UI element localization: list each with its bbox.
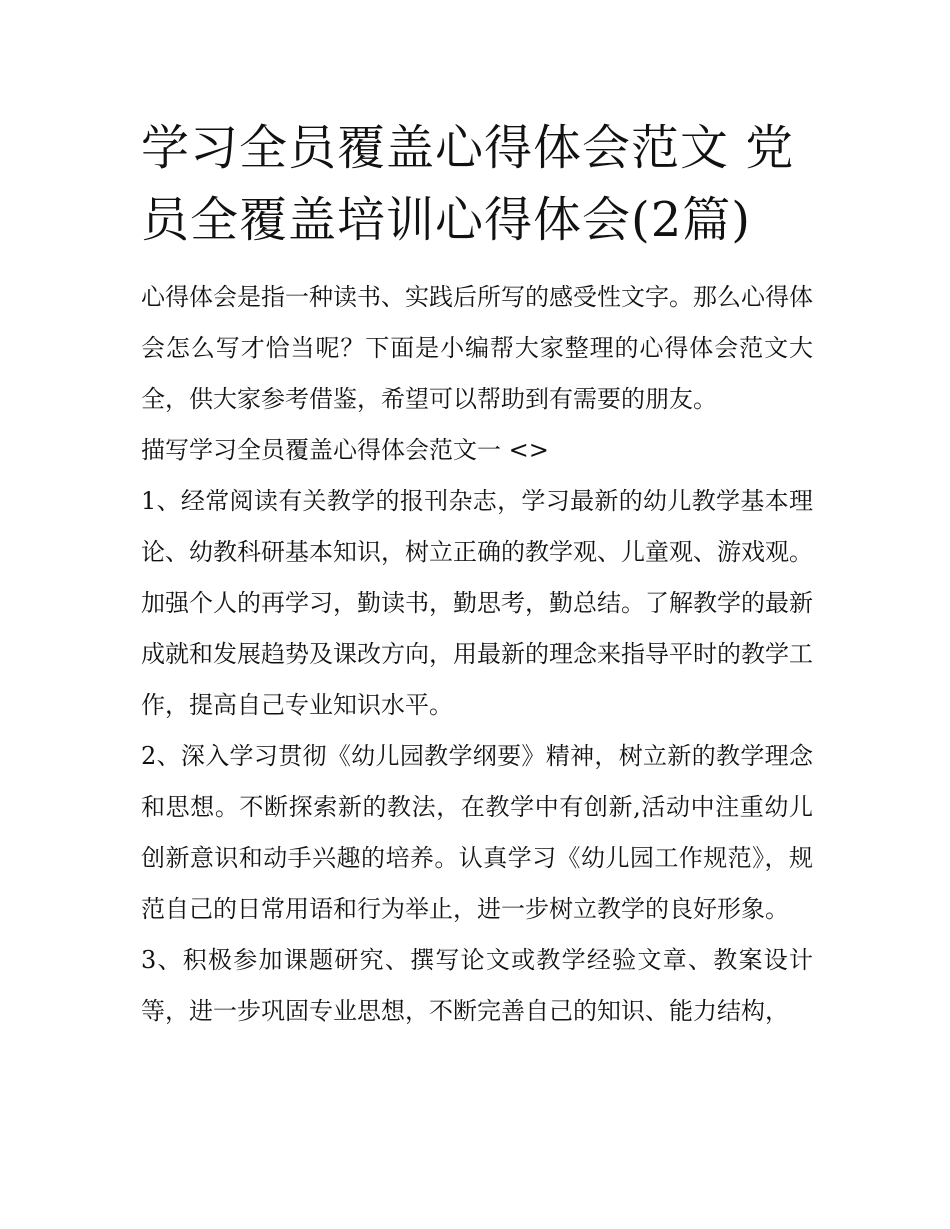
- list-item-3: 3、积极参加课题研究、撰写论文或教学经验文章、教案设计等，进一步巩固专业思想，不断完善自己的知识、能力结构，: [141, 946, 813, 1025]
- intro-paragraph: 心得体会是指一种读书、实践后所写的感受性文字。那么心得体会怎么写才恰当呢？下面是小编帮大家整理的心得体会范文大全，供大家参考借鉴，希望可以帮助到有需要的朋友。: [141, 283, 813, 413]
- document-title: 学习全员覆盖心得体会范文 党员全覆盖培训心得体会(2篇): [141, 120, 795, 248]
- list-item-2: 2、深入学习贯彻《幼儿园教学纲要》精神，树立新的教学理念和思想。不断探索新的教法，在教学中有创新,活动中注重幼儿创新意识和动手兴趣的培养。认真学习《幼儿园工作规范》，规范自己的日常用语和行为举止，进一步树立教学的良好形象。: [141, 742, 813, 923]
- section-heading: 描写学习全员覆盖心得体会范文一 <>: [141, 436, 549, 464]
- list-item-1: 1、经常阅读有关教学的报刊杂志，学习最新的幼儿教学基本理论、幼教科研基本知识，树立正确的教学观、儿童观、游戏观。加强个人的再学习，勤读书，勤思考，勤总结。了解教学的最新成就和发展趋势及课改方向，用最新的理念来指导平时的教学工作，提高自己专业知识水平。: [141, 487, 813, 719]
- document-page: [141, 112, 813, 1037]
